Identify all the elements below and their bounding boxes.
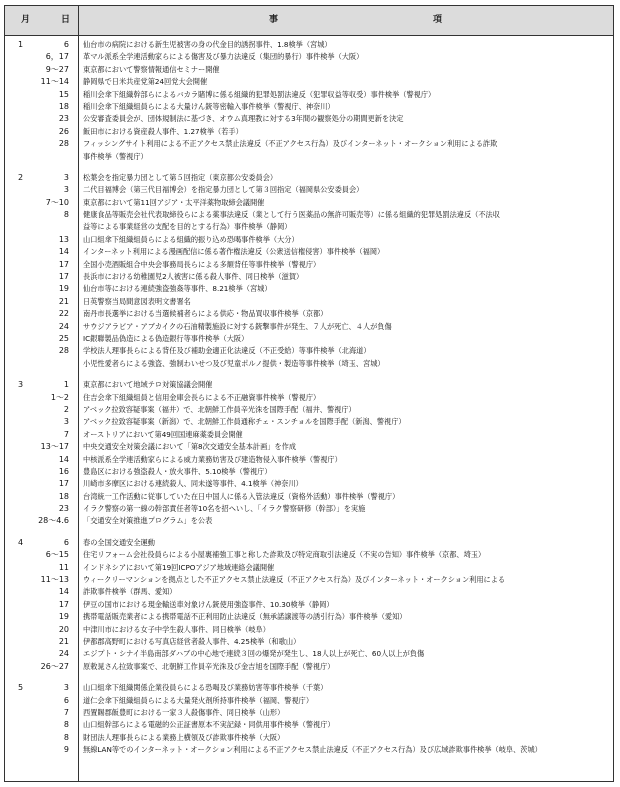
row-event-text: 松葉会を指定暴力団として第５回指定（東京都公安委員会） <box>83 172 278 182</box>
table-row <box>5 611 613 623</box>
row-day: 21 <box>58 296 69 306</box>
table-header <box>5 6 613 36</box>
row-event-text: 春の全国交通安全運動 <box>83 537 155 547</box>
row-day: 7 <box>63 429 69 439</box>
header-event: 事 <box>269 15 279 25</box>
row-event-text: 財団法人理事長らによる業務上横領及び詐欺事件検挙（大阪） <box>83 732 285 742</box>
header-month: 月 <box>21 15 31 25</box>
table-row <box>5 246 613 258</box>
table-row <box>5 682 613 694</box>
table-row <box>5 345 613 357</box>
row-event-text: 山口組傘下組織関係企業役員らによる恐喝及び業務妨害等事件検挙（千葉） <box>83 683 328 693</box>
table-row <box>5 101 613 113</box>
table-row <box>5 586 613 598</box>
table-row <box>5 76 613 88</box>
row-event-text: 台湾統一工作活動に従事していた在日中国人に係る入管法違反（資格外活動）事件検挙（警視庁） <box>83 491 400 501</box>
row-event-text: 南丹市長選挙における当選候補者らによる供応・物品買収事件検挙（京都） <box>83 309 328 319</box>
row-event-text: 無線LAN等でのインターネット・オークション利用による不正アクセス禁止法違反（不正アクセス行為）及び広域詐欺事件検挙（岐阜、茨城） <box>83 745 542 755</box>
table-row <box>5 234 613 246</box>
row-event-text: 原敕晁さん拉致事案で、北朝鮮工作員辛光洙及び金吉旭を国際手配（警視庁） <box>83 661 335 671</box>
table-row <box>5 404 613 416</box>
table-row <box>5 478 613 490</box>
row-day: 13～17 <box>40 442 69 452</box>
row-event-text: 中央交通安全対策会議において「第8次交通安全基本計画」を作成 <box>83 442 297 452</box>
row-event-text: 稲川会傘下組織組員らによる大量けん銃等密輸入事件検挙（警視庁、神奈川） <box>83 101 335 111</box>
row-event-text: 仙台市等における連続強盗強姦等事件、8.21検挙（宮城） <box>83 284 272 294</box>
table-row <box>5 707 613 719</box>
row-day: 3 <box>63 172 69 182</box>
row-day: 6，17 <box>45 52 69 62</box>
table-row <box>5 64 613 76</box>
row-day: 14 <box>58 587 69 597</box>
row-day: 18 <box>58 101 69 111</box>
row-day: 26 <box>58 126 69 136</box>
row-day: 24 <box>58 649 69 659</box>
table-row <box>5 51 613 63</box>
table-row <box>5 562 613 574</box>
row-event-text: サウジアラビア・アブカイクの石油精製施設に対する銃撃事件が発生、７人が死亡、４人が負傷 <box>83 321 392 331</box>
row-event-text: 公安審査委員会が、団体規制法に基づき、オウム真理教に対する3年間の観察処分の期間更新を決定 <box>83 114 404 124</box>
row-event-text: 東京都において第11回アジア・太平洋薬物取締会議開催 <box>83 197 265 207</box>
row-event-text: 小児性愛者らによる強盗、強制わいせつ及び児童ポルノ提供・製造等事件検挙（埼玉、宮城） <box>83 358 385 368</box>
table-row <box>5 503 613 515</box>
row-day: 7 <box>63 707 69 717</box>
row-event-text: 益等による事業経営の支配を目的とする行為）事件検挙（静岡） <box>83 222 292 232</box>
row-day: 17 <box>58 259 69 269</box>
row-day: 23 <box>58 114 69 124</box>
table-row <box>5 624 613 636</box>
row-event-text: 仙台市の病院における新生児被害の身の代金目的誘拐事件、1.8検挙（宮城） <box>83 40 332 49</box>
row-event-text: 稲川会傘下組織幹部らによるバカラ賭博に係る組織的犯罪処罰法違反（犯罪収益等収受）事件検挙（警視庁） <box>83 89 436 99</box>
row-event-text: 伊豆の国市における現金輸送車対象けん銃使用強盗事件、10.30検挙（静岡） <box>83 599 334 609</box>
table-row <box>5 379 613 391</box>
row-event-text: 健康食品等販売会社代表取締役らによる薬事法違反（業として行う医薬品の無許可販売等）に係る組織的犯罪処罰法違反（不法収 <box>83 210 500 220</box>
row-day: 6～15 <box>45 550 69 560</box>
row-day: 9～27 <box>45 64 69 74</box>
row-event-text: 東京都において地域テロ対策協議会開催 <box>83 380 213 390</box>
row-event-text: アベック拉致容疑事案（福井）で、北朝鮮工作員辛光洙を国際手配（福井、警視庁） <box>83 404 356 414</box>
row-event-text: 飯田市における資産殺人事件、1.27検挙（若手） <box>83 126 243 136</box>
row-day: 13 <box>58 234 69 244</box>
table-row <box>5 537 613 549</box>
table-row <box>5 441 613 453</box>
table-row <box>5 271 613 283</box>
table-row <box>5 39 613 51</box>
row-event-text: 長浜市における幼稚園児2人被害に係る殺人事件、同日検挙（滋賀） <box>83 272 304 282</box>
header-day: 日 <box>61 15 71 25</box>
row-event-text: 静岡県で日米共産党第24回党大会開催 <box>83 77 208 87</box>
table-row <box>5 259 613 271</box>
row-event-text: 道仁会傘下組織組員らによる大量発火剤所持事件検挙（福岡、警視庁） <box>83 695 314 705</box>
row-event-text: 川崎市多摩区における連続殺人、同未遂等事件、4.1検挙（神奈川） <box>83 479 303 489</box>
table-row <box>5 308 613 320</box>
row-day: 26～27 <box>40 661 69 671</box>
table-row <box>5 321 613 333</box>
table-row <box>5 184 613 196</box>
row-day: 25 <box>58 333 69 343</box>
row-event-text: 山口組傘下組織組員らによる組織的振り込め恐喝事件検挙（大分） <box>83 234 299 244</box>
table-row <box>5 648 613 660</box>
row-month: 4 <box>18 537 24 547</box>
table-row <box>5 515 613 527</box>
row-day: 17 <box>58 479 69 489</box>
row-day: 14 <box>58 247 69 257</box>
table-row <box>5 549 613 561</box>
table-body <box>5 39 613 756</box>
chronology-table <box>4 5 614 782</box>
table-row <box>5 574 613 586</box>
row-event-text: 住吉会傘下組織組員と信用金庫会長らによる不正融資事件検挙（警視庁） <box>83 392 321 402</box>
row-event-text: 東京都において警察情報通信セミナー開催 <box>83 64 220 74</box>
table-row <box>5 333 613 345</box>
row-day: 17 <box>58 272 69 282</box>
row-day: 24 <box>58 321 69 331</box>
table-row <box>5 719 613 731</box>
table-row <box>5 113 613 125</box>
row-day: 18 <box>58 491 69 501</box>
row-day: 8 <box>63 732 69 742</box>
header-item: 項 <box>433 15 443 25</box>
row-event-text: IC銀聯製品偽造による偽造銀行等事件検挙（大阪） <box>83 333 249 343</box>
row-day: 6 <box>63 40 69 49</box>
row-event-text: 「交通安全対策推進プログラム」を公表 <box>83 516 213 526</box>
table-row <box>5 695 613 707</box>
row-event-text: 西置賜郡飯豊町における一家３人殺傷事件、同日検挙（山形） <box>83 707 285 717</box>
row-day: 28 <box>58 346 69 356</box>
table-row <box>5 454 613 466</box>
row-day: 28 <box>58 139 69 149</box>
table-row <box>5 172 613 184</box>
row-day: 8 <box>63 210 69 220</box>
row-day: 7～10 <box>45 197 69 207</box>
row-month: 3 <box>18 380 24 390</box>
row-event-text: 全国小売酒販組合中央会事務局長らによる多額背任等事件検挙（警視庁） <box>83 259 321 269</box>
row-day: 11～14 <box>40 77 69 87</box>
row-event-text: 革マル派系全学連活動家らによる傷害及び暴力法違反（集団的暴行）事件検挙（大阪） <box>83 52 364 62</box>
table-row <box>5 599 613 611</box>
table-row <box>5 732 613 744</box>
row-day: 6 <box>63 537 69 547</box>
row-event-text: 伊都郡高野町における写真店経営者殺人事件、4.25検挙（和歌山） <box>83 636 301 646</box>
row-day: 11～13 <box>40 575 69 585</box>
table-row <box>5 429 613 441</box>
table-row <box>5 89 613 101</box>
table-row <box>5 491 613 503</box>
row-day: 8 <box>63 720 69 730</box>
table-row <box>5 151 613 163</box>
row-event-text: 中津川市における女子中学生殺人事件、同日検挙（岐阜） <box>83 624 270 634</box>
row-event-text: オーストリアにおいて第49回国連麻薬委員会開催 <box>83 429 243 439</box>
row-month: 5 <box>18 683 24 693</box>
row-event-text: 携帯電話販売業者による携帯電話不正利用防止法違反（無承諾譲渡等の誘引行為）事件検挙（愛知） <box>83 612 407 622</box>
table-row <box>5 636 613 648</box>
row-event-text: 二代目福博会（第三代目福博会）を指定暴力団として第３回指定（福岡県公安委員会） <box>83 185 364 195</box>
row-event-text: インターネット利用による漫画配信に係る著作権法違反（公衆送信権侵害）事件検挙（福岡） <box>83 247 385 257</box>
table-row <box>5 209 613 221</box>
table-row <box>5 138 613 150</box>
row-event-text: 山口組幹部らによる電磁的公正証書原本不実記録・同供用事件検挙（警視庁） <box>83 720 335 730</box>
row-day: 6 <box>63 695 69 705</box>
row-event-text: イラク警察の第一線の幹部責任者等10名を招へいし、「イラク警察研修（幹部）」を実施 <box>83 504 366 514</box>
row-day: 19 <box>58 284 69 294</box>
row-event-text: エジプト・シナイ半島南部ダハブの中心地で連続３回の爆発が発生し、18人以上が死亡、60人以上が負傷 <box>83 649 425 659</box>
row-day: 17 <box>58 599 69 609</box>
row-event-text: 学校法人理事長らによる背任及び補助金適正化法違反（不正受給）等事件検挙（北海道） <box>83 346 371 356</box>
row-day: 22 <box>58 309 69 319</box>
table-row <box>5 392 613 404</box>
row-day: 28～4.6 <box>38 516 69 526</box>
table-row <box>5 221 613 233</box>
row-day: 9 <box>63 745 69 755</box>
row-day: 15 <box>58 89 69 99</box>
row-event-text: インドネシアにおいて第19回ICPOアジア地域連絡会議開催 <box>83 562 275 572</box>
row-day: 2 <box>63 404 69 414</box>
row-event-text: 事件検挙（警視庁） <box>83 151 148 161</box>
table-row <box>5 197 613 209</box>
row-day: 11 <box>58 562 69 572</box>
row-month: 1 <box>18 40 24 49</box>
row-event-text: 日英警察当局間意図表明文書署名 <box>83 296 191 306</box>
row-day: 16 <box>58 466 69 476</box>
row-event-text: アベック拉致容疑事案（新潟）で、北朝鮮工作員通称チェ・スンチョルを国際手配（新潟、警視庁） <box>83 417 406 427</box>
row-event-text: フィッシングサイト利用による不正アクセス禁止法違反（不正アクセス行為）及びインターネット・オークション利用による詐欺 <box>83 139 498 149</box>
row-day: 20 <box>58 624 69 634</box>
row-day: 19 <box>58 612 69 622</box>
row-event-text: ウィークリーマンションを拠点とした不正アクセス禁止法違反（不正アクセス行為）及びインターネット・オークション利用による <box>83 575 506 585</box>
row-event-text: 詐欺事件検挙（群馬、愛知） <box>83 587 177 597</box>
row-event-text: 豊島区における強盗殺人・放火事件、5.10検挙（警視庁） <box>83 466 272 476</box>
table-row <box>5 358 613 370</box>
table-row <box>5 661 613 673</box>
row-event-text: 中核派系全学連活動家らによる威力業務妨害及び建造物侵入事件検挙（警視庁） <box>83 454 342 464</box>
row-day: 1 <box>63 380 69 390</box>
table-row <box>5 283 613 295</box>
table-row <box>5 466 613 478</box>
row-day: 21 <box>58 636 69 646</box>
row-month: 2 <box>18 172 24 182</box>
row-day: 23 <box>58 504 69 514</box>
row-day: 3 <box>63 683 69 693</box>
table-row <box>5 416 613 428</box>
table-row <box>5 744 613 756</box>
row-day: 1～2 <box>50 392 69 402</box>
row-day: 14 <box>58 454 69 464</box>
table-row <box>5 126 613 138</box>
row-day: 3 <box>63 417 69 427</box>
row-event-text: 住宅リフォーム会社役員らによる小屋裏補強工事と称した詐欺及び特定商取引法違反（不実の告知）事件検挙（京都、埼玉） <box>83 550 486 560</box>
table-row <box>5 296 613 308</box>
row-day: 3 <box>63 185 69 195</box>
